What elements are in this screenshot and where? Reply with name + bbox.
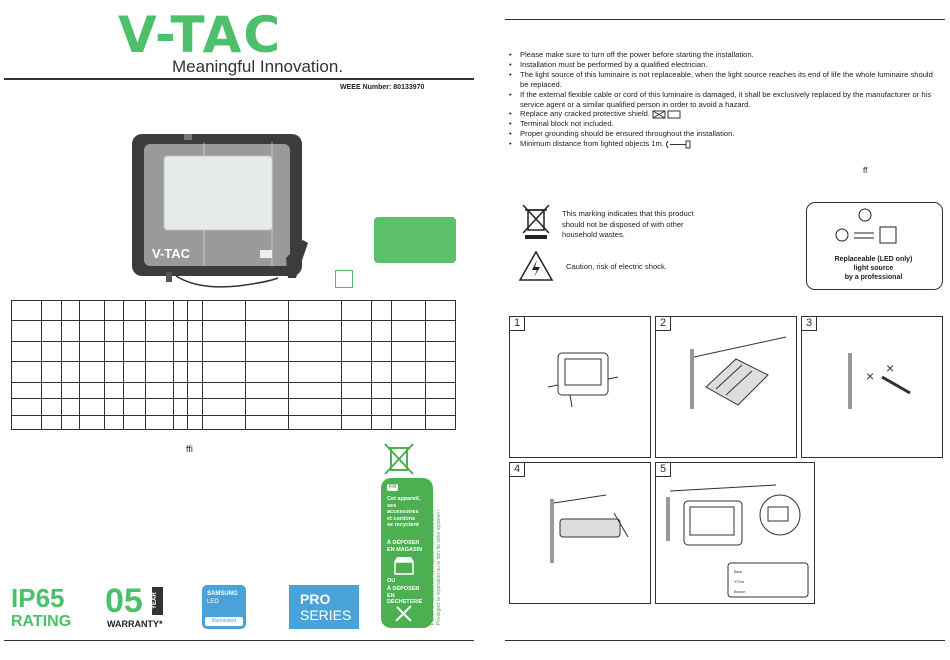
fr-line2: À DÉPOSER EN MAGASIN: [387, 540, 423, 553]
product-badge-text: V-TAC: [152, 246, 191, 261]
replaceable-text: [806, 255, 941, 282]
replaceable-line3: by a professional: [844, 274, 903, 281]
divider: [4, 78, 474, 80]
samsung-led-badge: [202, 585, 246, 629]
ip-rating-value: IP65: [11, 583, 65, 613]
floodlight-image: [128, 128, 328, 296]
spec-table: [11, 300, 456, 430]
step-panel-5: [655, 462, 815, 604]
crossed-bin-icon: [381, 440, 417, 478]
instruction-item: • Terminal block not included.: [509, 119, 939, 129]
pro-line2: SERIES: [300, 607, 352, 623]
warranty-label: WARRANTY*: [107, 619, 163, 629]
weee-bin-icon: [520, 202, 552, 240]
instruction-item: • Proper grounding should be ensured throughout the installation.: [509, 129, 939, 139]
divider: [505, 19, 945, 20]
wire-yg-label: Y/Gm: [734, 579, 745, 584]
electric-shock-icon: [518, 250, 554, 282]
replaceable-icon: [830, 207, 920, 249]
ffi-text: ffi: [186, 444, 193, 454]
step-2-illustration: [656, 317, 796, 457]
fr-tag: FR: [389, 484, 397, 490]
distance-icon: [666, 140, 692, 149]
step-number: 2: [656, 317, 671, 331]
brand-tagline: Meaningful Innovation.: [172, 57, 344, 76]
pro-line1: PRO: [300, 591, 331, 607]
divider: [505, 640, 945, 641]
step-1-illustration: [510, 317, 650, 457]
shock-note: Caution, risk of electric shock.: [566, 262, 667, 271]
samsung-label: Illuminated: [205, 617, 243, 626]
fr-or: OU: [387, 578, 396, 584]
step-5-illustration: [656, 463, 814, 603]
weee-number: WEEE Number: 80133970: [340, 84, 425, 91]
fr-line3: À DÉPOSER EN DÉCHETERIE: [387, 586, 423, 605]
instruction-item: • If the external flexible cable or cord of this luminaire is damaged, it shall be exclusively replaced by the manufacturer or his service agent or a similar qualified person in order to avoid a hazard.: [509, 90, 939, 110]
ff-text: ff: [863, 166, 868, 175]
instruction-item: • Installation must be performed by a qualified electrician.: [509, 60, 939, 70]
step-panel-4: [509, 462, 651, 604]
samsung-type: LED: [207, 599, 219, 605]
brand-logo: V-TAC: [118, 6, 283, 64]
fr-vertical-text: Points de collecte sur www.quefairedemesdechets.fr Privilégiez la réparation ou le don de votre appareil !: [430, 509, 442, 625]
pro-series-badge: [289, 585, 359, 629]
warranty-value: 05: [105, 582, 143, 620]
store-icon: [393, 556, 415, 576]
svg-text:×: ×: [866, 368, 875, 384]
instruction-item: [509, 109, 939, 119]
divider: [4, 640, 474, 641]
step-number: 1: [510, 317, 525, 331]
warranty-year: YEAR: [152, 587, 163, 615]
instruction-text: Replace any cracked protective shield.: [520, 109, 651, 119]
cracked-shield-icon: [652, 110, 682, 119]
green-label-box: [374, 217, 456, 263]
instruction-item: • Please make sure to turn off the power before starting the installation.: [509, 50, 939, 60]
wire-brown-label: Brown: [734, 589, 746, 594]
instruction-text: Minimum distance from lighted objects 1m.: [520, 139, 664, 149]
replaceable-line2: light source: [853, 265, 894, 272]
instruction-item: • The light source of this luminaire is not replaceable, when the light source reaches its end of life the whole luminaire should be replaced.: [509, 70, 939, 90]
safety-instructions: [509, 50, 939, 149]
samsung-brand: SAMSUNG: [207, 591, 238, 597]
replaceable-line1: Replaceable (LED only): [834, 256, 913, 263]
fr-recycling-badge: [381, 478, 433, 628]
green-outline-box: [335, 270, 353, 288]
instruction-item: [509, 139, 939, 149]
step-panel-2: [655, 316, 797, 458]
step-panel-1: [509, 316, 651, 458]
step-3-illustration: [802, 317, 942, 457]
weee-note: This marking indicates that this product should not be disposed of with other household wastes.: [562, 209, 694, 239]
tools-icon: [393, 604, 415, 624]
step-panel-3: [801, 316, 943, 458]
ip-rating-label: RATING: [11, 613, 72, 630]
svg-text:×: ×: [886, 360, 895, 376]
fr-line1: Cet appareil, ses accessoires et cordons se recyclent: [387, 496, 421, 528]
step-number: 3: [802, 317, 817, 331]
wire-blue-label: Blue: [734, 569, 743, 574]
step-4-illustration: [510, 463, 650, 603]
step-number: 5: [656, 463, 671, 477]
step-number: 4: [510, 463, 525, 477]
